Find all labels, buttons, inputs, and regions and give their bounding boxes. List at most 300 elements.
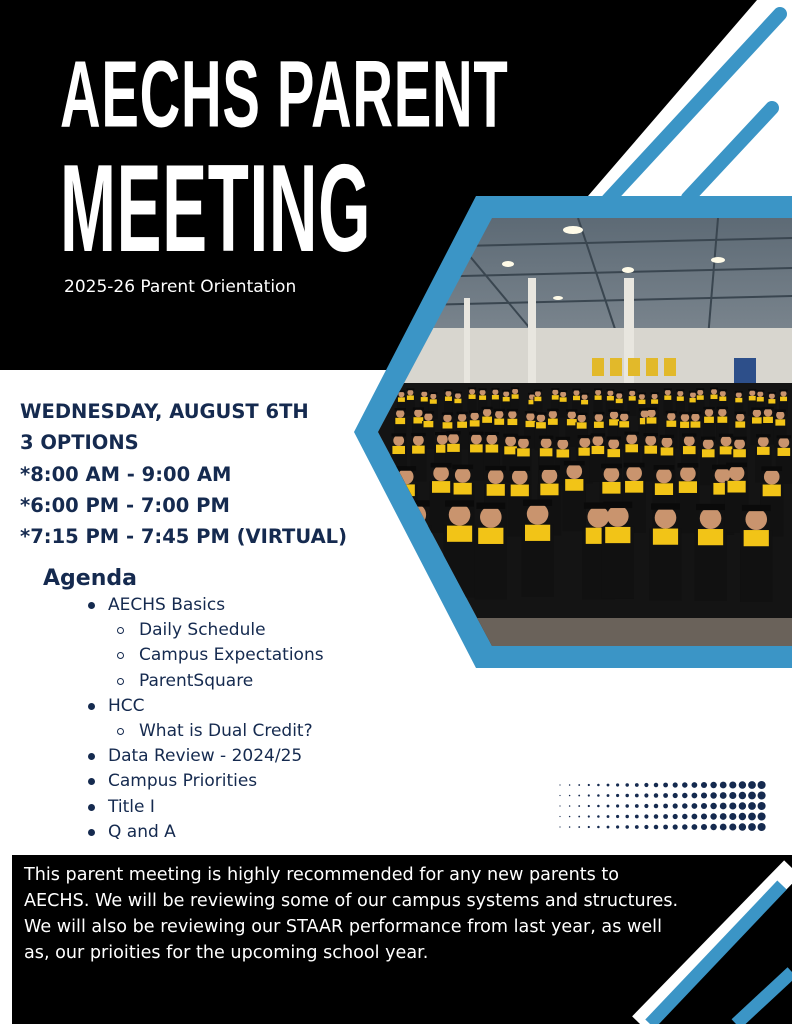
halftone-dot [758,781,766,789]
graduation-cap-icon [395,466,416,471]
graduate-face [588,506,610,528]
halftone-dot [692,803,698,809]
graduate-stole [397,484,415,496]
graduate-stole [511,485,529,497]
halftone-dot [692,793,698,799]
agenda-item-label: Q and A [108,821,176,842]
halftone-dot [739,792,746,799]
graduation-cap-icon [539,436,553,439]
graduate-face [512,388,518,394]
agenda-item-label: ParentSquare [139,670,254,691]
halftone-dot [692,782,698,788]
graduate-face [518,438,529,449]
graduate-face [579,437,590,448]
agenda-item-label: Title I [108,796,155,817]
graduation-ceremony-image [378,218,792,646]
graduation-cap-icon [678,463,699,468]
halftone-dot [588,805,590,807]
graduate-stole [447,526,472,542]
graduate-face [469,388,475,394]
graduate-stole [470,444,483,452]
halftone-dot [682,782,687,787]
graduate-face [721,436,732,447]
graduation-cap-icon [726,463,747,468]
halftone-dot [710,782,716,788]
halftone-dot [569,805,571,807]
graduate-stole [565,479,583,491]
halftone-dot [739,823,746,830]
graduate-face [677,390,683,396]
halftone-dot [569,826,571,828]
graduate-face [697,389,703,395]
graduation-cap-icon [603,502,632,508]
halftone-dot [578,784,580,786]
graduate-face [705,408,713,416]
halftone-dot [644,793,648,797]
graduation-cap-icon [446,431,460,434]
bullet-icon [88,602,95,609]
halftone-dot [644,783,648,787]
halftone-dot [701,782,707,788]
title-line-1: AECHS PARENT [60,41,509,148]
graduate-face [757,391,763,397]
graduate-face [557,439,568,450]
graduate-stole [517,448,530,456]
graduate-stole [540,448,553,456]
halftone-dot [635,815,639,819]
graduation-cap-icon [578,435,592,438]
option-3: *7:15 PM - 7:45 PM (VIRTUAL) [20,525,347,549]
graduate-stole [717,417,727,423]
graduation-cap-icon [735,391,743,393]
graduation-cap-icon [401,500,430,506]
graduation-cap-icon [615,392,623,394]
halftone-dot [635,783,639,787]
graduate-stole [602,482,620,494]
graduation-cap-icon [534,390,542,392]
graduation-cap-icon [502,390,510,392]
halftone-dot [720,803,727,810]
halftone-dot [597,805,600,808]
graduate-stole [691,421,701,427]
graduation-cap-icon [507,409,518,411]
graduate-stole [395,418,405,424]
event-date: WEDNESDAY, AUGUST 6TH [20,400,309,423]
graduate-face [647,409,655,417]
graduation-cap-icon [576,413,587,415]
graduate-face [582,394,588,400]
halftone-dot [729,823,736,830]
graduate-face [595,389,601,395]
graduate-face [607,390,613,396]
graduate-stole [609,419,619,425]
graduation-cap-icon [628,389,636,391]
graduate-face [700,507,722,529]
graduate-face [541,437,552,448]
graduation-cap-icon [476,503,505,509]
graduate-face [764,408,772,416]
graduation-cap-icon [676,389,684,391]
graduate-stole [607,449,620,457]
graduate-face [448,433,459,444]
graduate-face [681,413,689,421]
halftone-dot [625,825,628,828]
graduation-cap-icon [689,391,697,393]
graduate-face [690,392,696,398]
halftone-dot [692,814,698,820]
halftone-dot [597,784,600,787]
graduation-cap-icon [696,504,725,510]
graduate-face [393,435,404,446]
graduate-face [711,389,717,395]
halftone-dot [597,815,600,818]
graduation-cap-icon [654,465,675,470]
graduate-face [684,435,695,446]
graduate-stole [616,399,623,404]
graduation-cap-icon [762,407,773,409]
halftone-dot [720,782,727,789]
event-details [20,396,347,552]
graduate-stole [430,399,437,404]
graduation-cap-icon [411,433,425,436]
halftone-dot [607,794,610,797]
graduate-stole [454,399,461,404]
subtitle: 2025-26 Parent Orientation [64,277,297,297]
graduate-stole [778,448,791,456]
halftone-dot [758,802,766,810]
graduate-gown [399,526,431,598]
halftone-dot [748,792,756,800]
graduate-face [486,434,497,445]
graduate-face [560,391,566,397]
graduate-stole [605,527,630,543]
graduation-cap-icon [525,411,536,413]
graduate-stole [413,417,423,423]
halftone-dot [673,782,678,787]
graduate-stole [625,481,643,493]
graduate-stole [780,397,787,402]
graduate-stole [424,421,434,427]
graduate-stole [719,396,726,401]
graduate-face [503,391,509,397]
graduate-face [542,468,558,484]
graduation-cap-icon [523,500,552,506]
graduate-stole [757,447,770,455]
halftone-dot [635,794,639,798]
graduation-cap-icon [748,389,756,391]
graduate-stole [625,444,638,452]
graduation-cap-icon [660,435,674,438]
graduation-cap-icon [485,466,506,471]
halftone-dots-decoration [559,781,765,831]
graduate-stole [578,448,591,456]
graduation-cap-icon [406,388,414,390]
halftone-dot [616,804,619,807]
halftone-dot [663,793,668,798]
graduation-cap-icon [606,389,614,391]
graduate-face [778,437,789,448]
graduate-stole [763,485,781,497]
graduate-stole [752,417,762,423]
graduation-cap-icon [742,505,771,511]
graduate-stole [487,484,505,496]
graduation-cap-icon [551,388,559,390]
graduate-face [437,434,448,445]
halftone-dot [663,804,668,809]
graduation-cap-icon [469,432,483,435]
graduate-stole [536,422,546,428]
graduate-stole [775,419,785,425]
graduate-stole [412,446,425,454]
graduation-cap-icon [469,410,480,412]
halftone-dot [654,825,658,829]
graduation-cap-icon [756,390,764,392]
graduate-stole [403,526,428,542]
graduate-face [734,438,745,449]
graduate-stole [560,397,567,402]
graduate-face [398,391,404,397]
graduation-cap-icon [391,433,405,436]
footer-text: This parent meeting is highly recommended for any new parents to AECHS. We will be reviewing some of our campus systems and structures. We will also be reviewing our STAAR performance from last year, as well as, our prioities for the upcoming school year. [24,865,679,963]
halftone-dot [635,825,639,829]
halftone-dot [729,813,736,820]
graduate-face [508,410,516,418]
graduation-cap-icon [479,388,487,390]
graduate-face [656,468,672,484]
graduate-stole [629,396,636,401]
graduate-stole [768,399,775,404]
graduate-stole [702,449,715,457]
halftone-dot [673,803,678,808]
graduate-stole [512,394,519,399]
graduate-face [512,469,528,485]
halftone-dot [701,813,707,819]
graduation-cap-icon [397,390,405,392]
halftone-dot [559,816,560,817]
graduate-face [527,503,549,525]
graduation-cap-icon [696,388,704,390]
graduate-face [592,435,603,446]
graduate-face [607,505,629,527]
graduation-cap-icon [710,388,718,390]
graduation-cap-icon [591,433,605,436]
graduation-cap-icon [423,411,434,413]
graduate-stole [507,419,517,425]
graduation-photo [378,218,792,646]
halftone-dot [569,816,571,818]
graduate-stole [744,530,769,546]
graduate-face [758,436,769,447]
graduation-cap-icon [644,433,658,436]
graduate-stole [727,481,745,493]
graduate-stole [447,444,460,452]
halftone-dot [559,795,560,796]
agenda-item-label: Data Review - 2024/25 [108,746,303,767]
graduate-face [526,412,534,420]
graduate-stole [733,449,746,457]
halftone-dot [607,805,610,808]
graduate-face [549,410,557,418]
graduation-cap-icon [594,388,602,390]
graduate-stole [647,417,657,423]
graduation-cap-icon [679,412,690,414]
graduation-cap-icon [444,389,452,391]
graduation-cap-icon [431,463,452,468]
halftone-dot [758,791,766,799]
graduation-cap-icon [485,432,499,435]
graduation-cap-icon [535,412,546,414]
graduation-cap-icon [581,393,589,395]
graduation-cap-icon [701,437,715,440]
graduation-cap-icon [429,392,437,394]
graduate-stole [720,446,733,454]
graduate-face [396,409,404,417]
graduate-stole [504,446,517,454]
graduation-cap-icon [719,434,733,437]
graduate-face [745,508,767,530]
graduate-stole [573,396,580,401]
halftone-dot [729,781,736,788]
graduate-face [610,411,618,419]
graduate-face [720,390,726,396]
halftone-dot [607,826,610,829]
graduate-stole [443,422,453,428]
halftone-dot [701,792,707,798]
halftone-dot [729,802,736,809]
halftone-dot [682,803,687,808]
graduate-stole [398,397,405,402]
graduation-cap-icon [664,388,672,390]
halftone-dot [654,783,658,787]
halftone-dot [748,802,756,810]
graduation-cap-icon [454,392,462,394]
graduate-stole [683,446,696,454]
graduate-face [691,413,699,421]
graduate-stole [666,421,676,427]
graduate-face [655,507,677,529]
graduate-stole [577,422,587,428]
graduate-stole [664,395,671,400]
graduation-cap-icon [780,390,788,392]
graduation-cap-icon [775,410,786,412]
halftone-dot [559,784,560,785]
halftone-dot [682,814,687,819]
graduation-cap-icon [442,412,453,414]
graduation-cap-icon [607,436,621,439]
halftone-dot [607,784,610,787]
graduation-cap-icon [608,409,619,411]
title-line-2: MEETING [60,139,372,279]
graduate-stole [651,399,658,404]
graduation-cap-icon [751,407,762,409]
graduation-cap-icon [717,407,728,409]
graduate-stole [680,422,690,428]
graduate-stole [470,420,480,426]
halftone-dot [720,813,727,820]
graduate-stole [552,395,559,400]
graduate-stole [644,446,657,454]
graduate-stole [392,446,405,454]
graduate-stole [557,449,570,457]
graduate-face [736,392,742,398]
graduate-face [430,393,436,399]
graduate-face [608,438,619,449]
graduation-cap-icon [564,461,585,466]
graduation-cap-icon [457,412,468,414]
graduation-cap-icon [395,408,406,410]
graduate-face [483,408,491,416]
halftone-dot [616,783,619,786]
halftone-dot [654,793,658,797]
graduate-stole [548,419,558,425]
graduate-face [620,413,628,421]
graduate-face [480,506,502,528]
graduate-face [424,413,432,421]
graduation-cap-icon [572,389,580,391]
graduate-face [455,467,471,483]
graduate-face [753,409,761,417]
graduate-stole [653,529,678,545]
graduation-cap-icon [777,435,791,438]
halftone-dot [616,794,619,797]
circle-bullet-icon [117,678,124,685]
graduate-stole [540,484,558,496]
graduate-stole [677,396,684,401]
graduation-cap-icon [666,411,677,413]
graduate-stole [592,446,605,454]
graduate-stole [421,397,428,402]
halftone-dot [616,825,619,828]
halftone-dot [569,795,571,797]
graduate-face [662,437,673,448]
graduate-stole [492,395,499,400]
halftone-dot [588,794,590,796]
graduation-cap-icon [735,412,746,414]
halftone-dot [748,823,756,831]
option-1: *8:00 AM - 9:00 AM [20,462,232,486]
graduate-stole [445,396,452,401]
graduate-face [535,391,541,397]
graduate-face [445,390,451,396]
graduate-stole [432,481,450,493]
graduation-cap-icon [482,407,493,409]
graduation-cap-icon [690,412,701,414]
graduate-face [736,413,744,421]
graduate-face [776,411,784,419]
halftone-dot [701,824,707,830]
bullet-icon [88,703,95,710]
graduate-stole [711,395,718,400]
graduate-stole [486,444,499,452]
halftone-dot [559,805,560,806]
blue-stripe-top-2 [688,108,772,198]
graduate-face [715,467,731,483]
graduate-stole [534,397,541,402]
graduate-stole [567,419,577,425]
graduate-stole [704,417,714,423]
halftone-dot [578,795,580,797]
graduation-cap-icon [494,409,505,411]
graduation-cap-icon [566,409,577,411]
graduate-stole [457,422,467,428]
graduate-face [480,389,486,395]
graduate-stole [735,421,745,427]
agenda-item-label: Daily Schedule [139,620,266,641]
graduate-stole [689,398,696,403]
graduation-cap-icon [703,407,714,409]
halftone-dot [673,824,678,829]
graduation-cap-icon [511,387,519,389]
